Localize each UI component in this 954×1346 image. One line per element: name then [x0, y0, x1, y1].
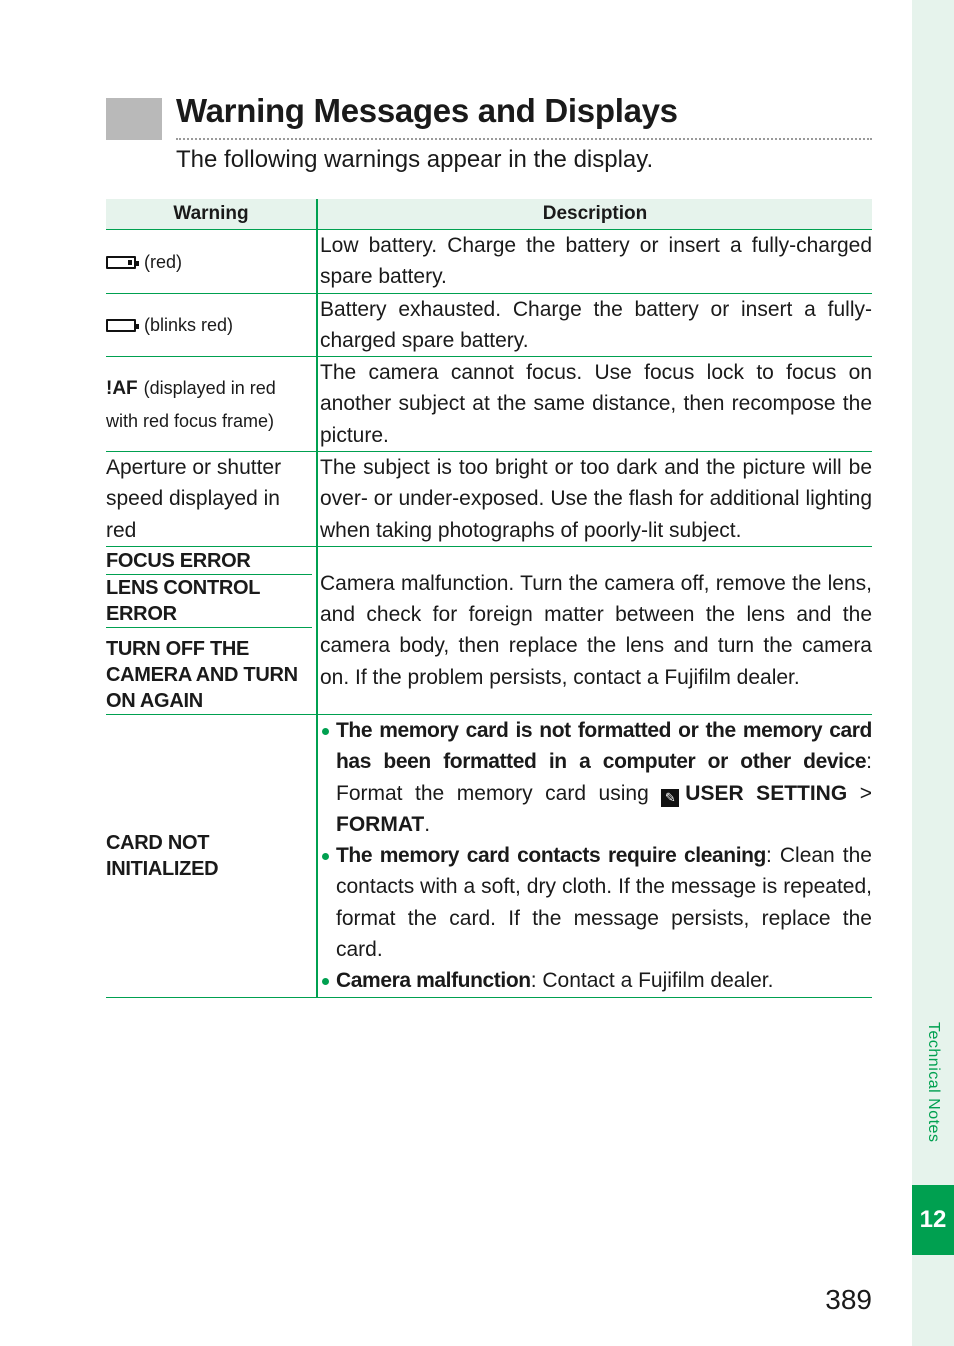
sentence-end: . [424, 812, 431, 836]
header-warning: Warning [106, 199, 317, 230]
table-row [106, 230, 872, 294]
warnings-table [106, 199, 872, 998]
warning-cell [106, 357, 317, 452]
list-item [320, 840, 872, 965]
warning-turn-off-camera: TURN OFF THE CAMERA AND TURN ON AGAIN [106, 637, 298, 712]
header-description: Description [317, 199, 872, 230]
focus-warning-icon: !AF [106, 378, 138, 400]
description-cell: Battery exhausted. Charge the battery or insert a fully-charged spare battery. [317, 293, 872, 357]
menu-format: FORMAT [336, 812, 425, 836]
description-cell [317, 714, 872, 997]
section-label: Technical Notes [925, 1022, 942, 1143]
list-item [320, 965, 872, 996]
warning-cell: Aperture or shutter speed displayed in red [106, 452, 317, 547]
intro-text: The following warnings appear in the display. [176, 146, 654, 173]
battery-empty-icon [106, 319, 136, 332]
description-cell: Low battery. Charge the battery or insert a fully-charged spare battery. [317, 230, 872, 294]
table-row [106, 546, 872, 714]
description-cell: Camera malfunction. Turn the camera off, remove the lens, and check for foreign matter between the lens and the camera body, then replace the lens and turn the camera on. If the problem persists, contact a Fujifilm dealer. [317, 546, 872, 714]
page-number: 389 [825, 1284, 872, 1315]
warning-card-not-initialized: CARD NOT INITIALIZED [106, 831, 219, 880]
cause-title: The memory card contacts require cleaning [336, 844, 766, 868]
cause-text: : Clean the contacts with a soft, dry cloth. If the message is repeated, format the card. If the message persists, replace the card. [336, 844, 872, 962]
warning-note: (red) [144, 251, 183, 272]
cause-text: : Contact a Fujifilm dealer. [530, 969, 774, 993]
warning-note: (displayed in red with red focus frame) [106, 378, 276, 431]
table-row [106, 357, 872, 452]
table-row [106, 293, 872, 357]
warning-lens-control-error: LENS CONTROL ERROR [106, 575, 312, 628]
title-divider [176, 138, 872, 140]
warning-note: (blinks red) [144, 315, 234, 336]
warning-cell [106, 714, 317, 997]
cause-title: Camera malfunction [336, 969, 531, 993]
warning-cell [106, 546, 317, 714]
table-row [106, 714, 872, 997]
cause-list [320, 715, 872, 997]
warning-cell [106, 293, 317, 357]
description-cell: The camera cannot focus. Use focus lock to focus on another subject at the same distance, then recompose the picture. [317, 357, 872, 452]
table-header-row [106, 199, 872, 230]
menu-user-setting: USER SETTING [685, 781, 848, 805]
page-title: Warning Messages and Displays [176, 92, 678, 129]
cause-text: : Format the memory card using [336, 750, 872, 805]
user-setting-icon: ✎ [661, 789, 679, 807]
description-cell: The subject is too bright or too dark and the picture will be over- or under-exposed. Use the flash for additional lighting when taking photographs of poorly-lit subject. [317, 452, 872, 547]
warning-focus-error: FOCUS ERROR [106, 548, 312, 575]
list-item [320, 715, 872, 840]
cause-title: The memory card is not formatted or the memory card has been formatted in a computer or other device [336, 718, 872, 774]
table-row [106, 452, 872, 547]
chapter-number: 12 [912, 1185, 954, 1255]
menu-separator: > [859, 781, 872, 805]
warning-cell [106, 230, 317, 294]
battery-low-icon [106, 256, 136, 269]
title-marker [106, 98, 162, 140]
